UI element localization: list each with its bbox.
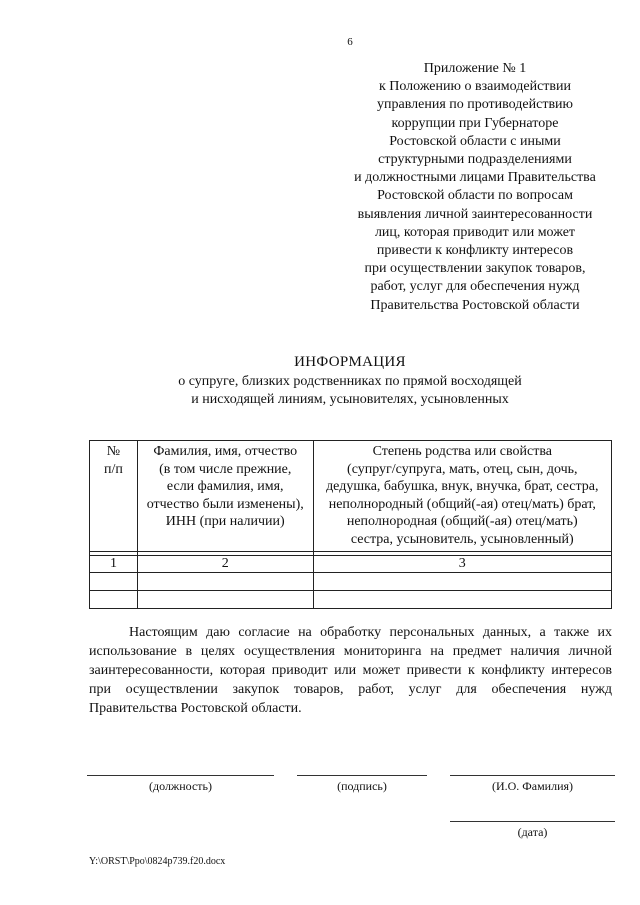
- table-cell[interactable]: [137, 572, 313, 590]
- consent-paragraph: [89, 623, 612, 718]
- header-number: № п/п: [90, 441, 138, 552]
- signature-line[interactable]: [297, 775, 427, 776]
- appendix-line: структурными подразделениями: [378, 152, 572, 168]
- column-number-cell: 2: [137, 555, 313, 572]
- table-header-row: [90, 441, 612, 552]
- table-cell[interactable]: [137, 590, 313, 608]
- appendix-line: управления по противодействию: [377, 97, 573, 113]
- table-row: [90, 590, 612, 608]
- appendix-line: коррупции при Губернаторе: [391, 115, 559, 131]
- appendix-block: [340, 60, 610, 315]
- appendix-line: Правительства Ростовской области: [370, 297, 580, 313]
- appendix-line: лиц, которая приводит или может: [374, 224, 576, 240]
- appendix-line: при осуществлении закупок товаров,: [364, 261, 586, 277]
- date-caption: (дата): [517, 825, 548, 839]
- appendix-line: работ, услуг для обеспечения нужд: [370, 279, 580, 295]
- table-cell[interactable]: [90, 572, 138, 590]
- table-cell[interactable]: [313, 572, 611, 590]
- name-caption: (И.О. Фамилия): [491, 779, 574, 793]
- subtitle-line: о супруге, близких родственниках по прямой восходящей: [178, 374, 522, 389]
- appendix-line: к Положению о взаимодействии: [378, 79, 572, 95]
- name-line[interactable]: [450, 775, 615, 776]
- date-line[interactable]: [450, 821, 615, 822]
- info-title: ИНФОРМАЦИЯ: [294, 354, 406, 370]
- subtitle-line: и нисходящей линиям, усыновителях, усыновленных: [191, 392, 509, 407]
- table-cell[interactable]: [313, 590, 611, 608]
- page-number: 6: [347, 36, 353, 48]
- signature-caption: (подпись): [337, 779, 387, 793]
- header-relationship: Степень родства или свойства (супруг/супруга, мать, отец, сын, дочь, дедушка, бабушка, внук, внучка, брат, сестра, неполнородный (общий(-ая) отец/мать) брат, неполнородная (общий(-ая) отец/мать) сестра, усыновитель, усыновленный): [313, 441, 611, 552]
- header-full-name: Фамилия, имя, отчество (в том числе прежние, если фамилия, имя, отчество были изменены), ИНН (при наличии): [137, 441, 313, 552]
- column-number-cell: 3: [313, 555, 611, 572]
- position-caption: (должность): [149, 779, 212, 793]
- table-number-row: [90, 555, 612, 572]
- appendix-line: Ростовской области с иными: [389, 133, 561, 149]
- appendix-line: Приложение № 1: [423, 61, 527, 76]
- info-subtitle: [0, 373, 640, 409]
- relatives-table: [89, 440, 612, 609]
- table-cell[interactable]: [90, 590, 138, 608]
- position-line[interactable]: [87, 775, 274, 776]
- file-path-footer: Y:\ORST\Ppo\0824p739.f20.docx: [89, 856, 226, 867]
- consent-text: Настоящим даю согласие на обработку персональных данных, а также их использование в целях осуществления мониторинга на предмет наличия личной заинтересованности, которая приводит или может привести к конфликту интересов при осуществлении закупок товаров, работ, услуг для обеспечения нужд Правительства Ростовской области.: [89, 625, 612, 716]
- appendix-line: выявления личной заинтересованности: [357, 206, 593, 222]
- appendix-line: Ростовской области по вопросам: [377, 188, 573, 204]
- appendix-line: и должностными лицами Правительства: [354, 170, 596, 186]
- table-row: [90, 572, 612, 590]
- appendix-line: привести к конфликту интересов: [376, 243, 574, 259]
- column-number-cell: 1: [90, 555, 138, 572]
